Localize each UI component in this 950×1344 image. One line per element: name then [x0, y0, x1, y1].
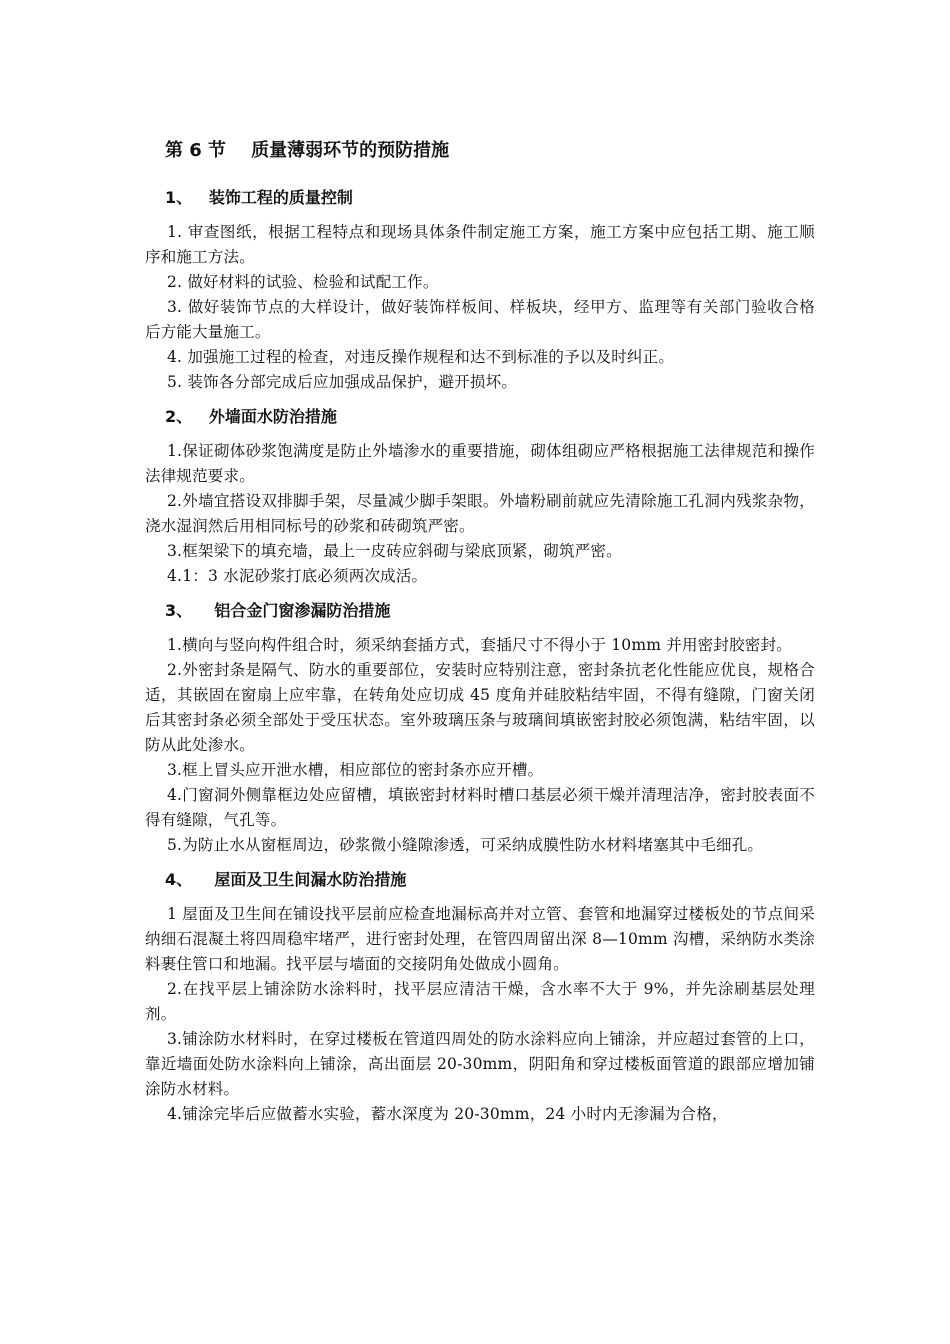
paragraph: 3.框架梁下的填充墙，最上一皮砖应斜砌与梁底顶紧，砌筑严密。: [167, 542, 622, 560]
section-1: [145, 186, 815, 395]
paragraph: 4.门窗洞外侧靠框边处应留槽，填嵌密封材料时槽口基层必须干燥并清理洁净，密封胶表面不得有缝隙，气孔等。: [145, 786, 815, 829]
heading-exterior-wall: 2、 外墙面水防治措施: [165, 407, 337, 426]
paragraph: 2.外墙宜搭设双排脚手架，尽量减少脚手架眼。外墙粉刷前就应先清除施工孔洞内残浆杂物，浇水湿润然后用相同标号的砂浆和砖砌筑严密。: [145, 492, 815, 535]
paragraph: 2.在找平层上铺涂防水涂料时，找平层应清洁干燥，含水率不大于 9%，并先涂刷基层处理剂。: [145, 980, 815, 1023]
paragraph: 1.保证砌体砂浆饱满度是防止外墙渗水的重要措施，砌体组砌应严格根据施工法律规范和操作法律规范要求。: [145, 442, 815, 485]
paragraph: 5.为防止水从窗框周边，砂浆微小缝隙渗透，可采纳成膜性防水材料堵塞其中毛细孔。: [167, 836, 764, 854]
paragraph: 3.框上冒头应开泄水槽，相应部位的密封条亦应开槽。: [167, 761, 544, 779]
section-2: [145, 405, 815, 589]
paragraph: 1. 审查图纸，根据工程特点和现场具体条件制定施工方案，施工方案中应包括工期、施工顺序和施工方法。: [145, 223, 815, 266]
section-4: [145, 868, 815, 1127]
paragraph: 3.铺涂防水材料时，在穿过楼板在管道四周处的防水涂料应向上铺涂，并应超过套管的上口，靠近墙面处防水涂料向上铺涂，高出面层 20-30mm，阴阳角和穿过楼板面管道的跟部应增加铺涂防水材料。: [145, 1030, 815, 1098]
heading-roof-bathroom: 4、 屋面及卫生间漏水防治措施: [165, 870, 407, 889]
paragraph: 4.铺涂完毕后应做蓄水实验，蓄水深度为 20-30mm，24 小时内无渗漏为合格，: [167, 1105, 728, 1123]
paragraph: 4.1：3 水泥砂浆打底必须两次成活。: [167, 567, 428, 585]
section-3: [145, 599, 815, 858]
paragraph: 1 屋面及卫生间在铺设找平层前应检查地漏标高并对立管、套管和地漏穿过楼板处的节点间采纳细石混凝土将四周稳牢堵严，进行密封处理，在管四周留出深 8—10mm 沟槽，采纳防水类涂料裹住管口和地漏。找平层与墙面的交接阴角处做成小圆角。: [145, 905, 815, 973]
paragraph: 4. 加强施工过程的检查，对违反操作规程和达不到标准的予以及时纠正。: [167, 348, 675, 366]
section-title: 第 6 节 质量薄弱环节的预防措施: [165, 140, 450, 161]
paragraph: 3. 做好装饰节点的大样设计，做好装饰样板间、样板块，经甲方、监理等有关部门验收合格后方能大量施工。: [145, 298, 815, 341]
heading-aluminum-windows: 3、 铝合金门窗渗漏防治措施: [165, 601, 391, 620]
document-page: [145, 130, 815, 1131]
paragraph: 2. 做好材料的试验、检验和试配工作。: [167, 273, 439, 291]
paragraph: 2.外密封条是隔气、防水的重要部位，安装时应特别注意，密封条抗老化性能应优良，规格合适，其嵌固在窗扇上应牢靠，在转角处应切成 45 度角并硅胶粘结牢固，不得有缝隙，门窗关闭后其密封条必须全部处于受压状态。室外玻璃压条与玻璃间填嵌密封胶必须饱满，粘结牢固，以防从此处渗水。: [145, 661, 815, 754]
paragraph: 1.横向与竖向构件组合时，须采纳套插方式，套插尺寸不得小于 10mm 并用密封胶密封。: [167, 636, 792, 654]
heading-decoration-quality: 1、 装饰工程的质量控制: [165, 188, 353, 207]
paragraph: 5. 装饰各分部完成后应加强成品保护，避开损坏。: [167, 373, 518, 391]
